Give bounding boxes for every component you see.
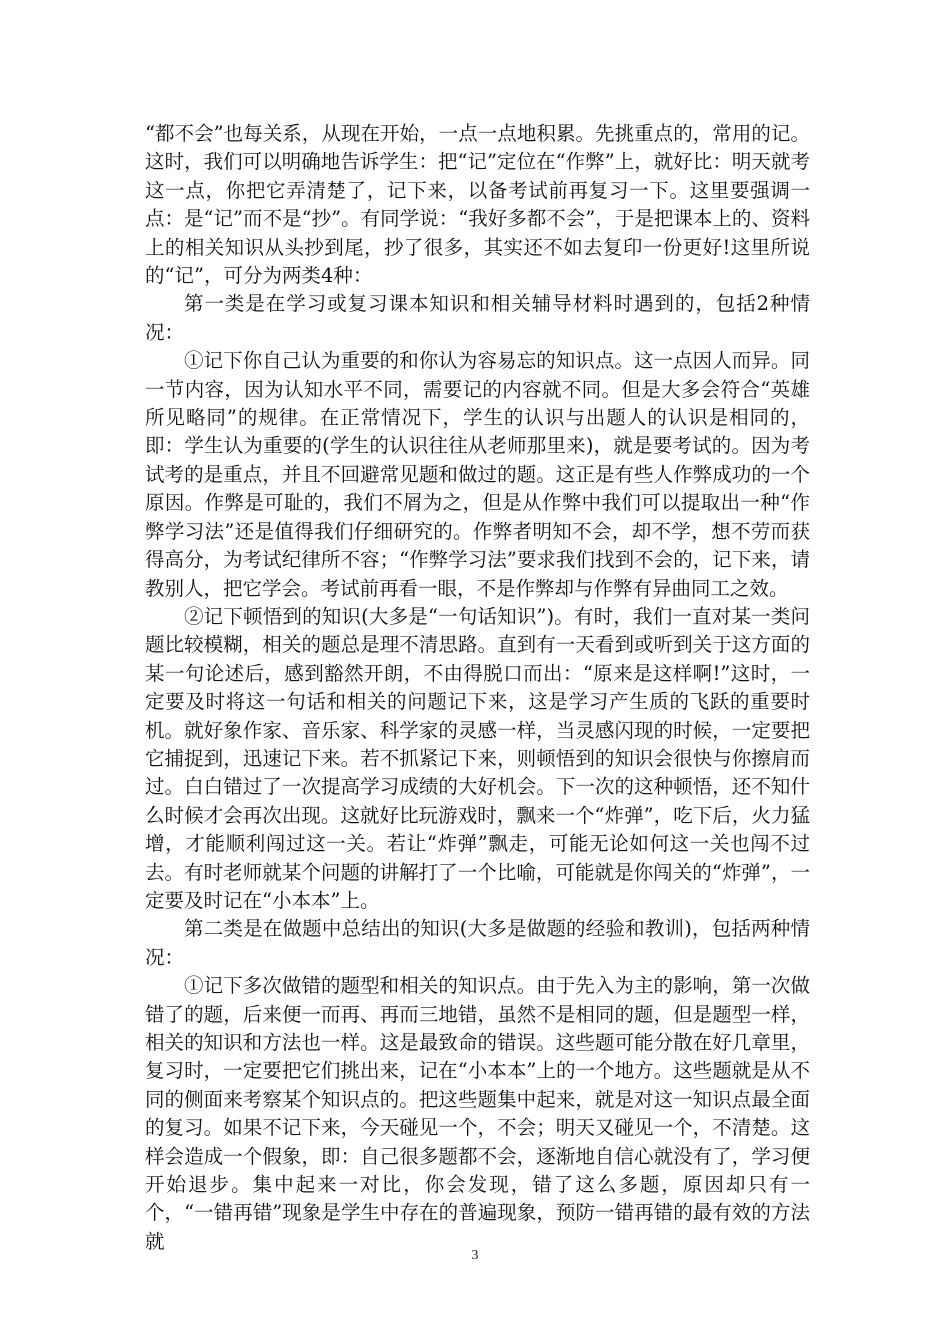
paragraph-category-one: 第一类是在学习或复习课本知识和相关辅导材料时遇到的，包括2种情况： xyxy=(145,292,810,344)
document-body xyxy=(145,120,810,1256)
paragraph-continuation: “都不会”也每关系，从现在开始，一点一点地积累。先挑重点的，常用的记。这时，我们可以明确地告诉学生：把“记”定位在“作弊”上，就好比：明天就考这一点，你把它弄清楚了，记下来，以备考试前再复习一下。这里要强调一点：是“记”而不是“抄”。有同学说：“我好多都不会”，于是把课本上的、资料上的相关知识从头抄到尾，抄了很多，其实还不如去复印一份更好!这里所说的“记”，可分为两类4种： xyxy=(145,122,810,288)
paragraph-item-2: ②记下顿悟到的知识(大多是“一句话知识”)。有时，我们一直对某一类问题比较模糊，相关的题总是理不清思路。直到有一天看到或听到关于这方面的某一句论述后，感到豁然开朗，不由得脱口而出：“原来是这样啊!”这时，一定要及时将这一句话和相关的问题记下来，这是学习产生质的飞跃的重要时机。就好象作家、音乐家、科学家的灵感一样，当灵感闪现的时候，一定要把它捕捉到，迅速记下来。若不抓紧记下来，则顿悟到的知识会很快与你擦肩而过。白白错过了一次提高学习成绩的大好机会。下一次的这种顿悟，还不知什么时候才会再次出现。这就好比玩游戏时，飘来一个“炸弹”，吃下后，火力猛增，才能顺利闯过这一关。若让“炸弹”飘走，可能无论如何这一关也闯不过去。有时老师就某个问题的讲解打了一个比喻，可能就是你闯关的“炸弹”，一定要及时记在“小本本”上。 xyxy=(145,604,810,912)
page-number: 3 xyxy=(471,1248,479,1263)
paragraph-item-3: ①记下多次做错的题型和相关的知识点。由于先入为主的影响，第一次做错了的题，后来便一而再、再而三地错，虽然不是相同的题，但是题型一样，相关的知识和方法也一样。这是最致命的错误。这些题可能分散在好几章里，复习时，一定要把它们挑出来，记在“小本本”上的一个地方。这些题就是从不同的侧面来考察某个知识点的。把这些题集中起来，就是对这一知识点最全面的复习。如果不记下来，今天碰见一个，不会；明天又碰见一个，不清楚。这样会造成一个假象，即：自己很多题都不会，逐渐地自信心就没有了，学习便开始退步。集中起来一对比，你会发现，错了这么多题，原因却只有一个，“一错再错”现象是学生中存在的普遍现象，预防一错再错的最有效的方法就 xyxy=(145,974,810,1253)
paragraph-item-1: ①记下你自己认为重要的和你认为容易忘的知识点。这一点因人而异。同一节内容，因为认知水平不同，需要记的内容就不同。但是大多会符合“英雄所见略同”的规律。在正常情况下，学生的认识与出题人的认识是相同的，即：学生认为重要的(学生的认识往往从老师那里来)，就是要考试的。因为考试考的是重点，并且不回避常见题和做过的题。这正是有些人作弊成功的一个原因。作弊是可耻的，我们不屑为之，但是从作弊中我们可以提取出一种“作弊学习法”还是值得我们仔细研究的。作弊者明知不会，却不学，想不劳而获得高分，为考试纪律所不容；“作弊学习法”要求我们找到不会的，记下来，请教别人，把它学会。考试前再看一眼，不是作弊却与作弊有异曲同工之效。 xyxy=(145,349,810,600)
paragraph-category-two: 第二类是在做题中总结出的知识(大多是做题的经验和教训)，包括两种情况： xyxy=(145,917,810,969)
